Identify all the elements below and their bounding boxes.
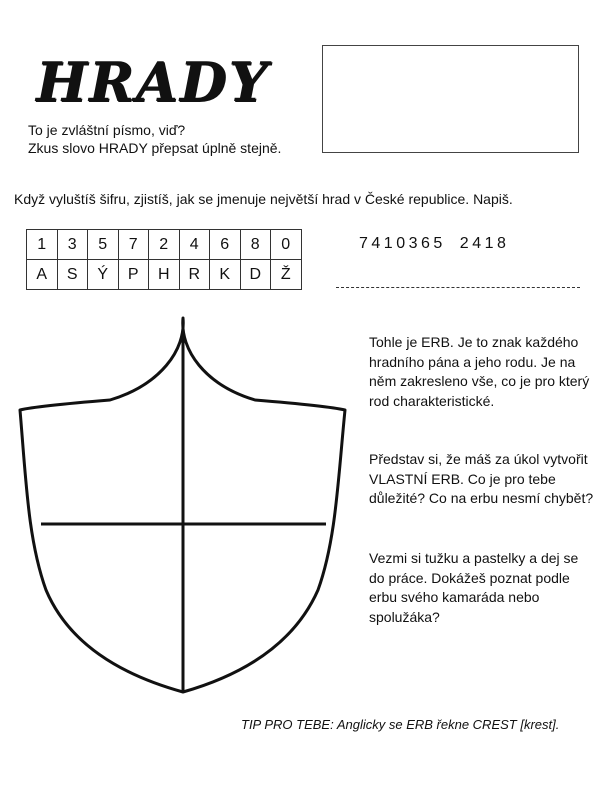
cipher-digit: 8 [240,230,271,260]
cipher-letters-row [27,260,302,290]
cipher-table [26,229,302,290]
tip-note: TIP PRO TEBE: Anglicky se ERB řekne CREST [krest]. [241,717,560,732]
cipher-instruction: Když vyluštíš šifru, zjistíš, jak se jmenuje největší hrad v České republice. Napiš. [14,191,513,207]
cipher-digit: 1 [27,230,58,260]
cipher-letter: P [118,260,149,290]
page-title: HRADY [36,50,270,114]
cipher-letter: R [179,260,210,290]
intro-line-2: Zkus slovo HRADY přepsat úplně stejně. [28,140,282,156]
shield-outline[interactable] [0,300,360,700]
cipher-letter: A [27,260,58,290]
writing-box[interactable] [322,45,579,153]
cipher-digit: 6 [210,230,241,260]
intro-text [28,121,281,157]
cipher-digit: 2 [149,230,180,260]
cipher-code-part-1: 7410365 [359,235,446,252]
answer-line[interactable] [336,287,580,288]
cipher-letter: H [149,260,180,290]
shield-encouragement: Vezmi si tužku a pastelky a dej se do práce. Dokážeš poznat podle erbu svého kamaráda nebo spolužáka? [369,550,579,625]
cipher-letter: D [240,260,271,290]
intro-line-1: To je zvláštní písmo, viď? [28,122,186,138]
cipher-letter: S [57,260,88,290]
cipher-code-part-2: 2418 [459,235,510,252]
cipher-letter: K [210,260,241,290]
cipher-digits-row [27,230,302,260]
cipher-digit: 5 [88,230,119,260]
cipher-digit: 0 [271,230,302,260]
cipher-digit: 3 [57,230,88,260]
cipher-digit: 7 [118,230,149,260]
shield-task: Představ si, že máš za úkol vytvořit VLASTNÍ ERB. Co je pro tebe důležité? Co na erbu nesmí chybět? [369,451,594,506]
cipher-letter: Ý [88,260,119,290]
shield-description: Tohle je ERB. Je to znak každého hradního pána a jeho rodu. Je na něm zakresleno vše, co je pro který rod charakteristické. [369,334,590,409]
cipher-letter: Ž [271,260,302,290]
cipher-code [359,235,509,253]
cipher-digit: 4 [179,230,210,260]
